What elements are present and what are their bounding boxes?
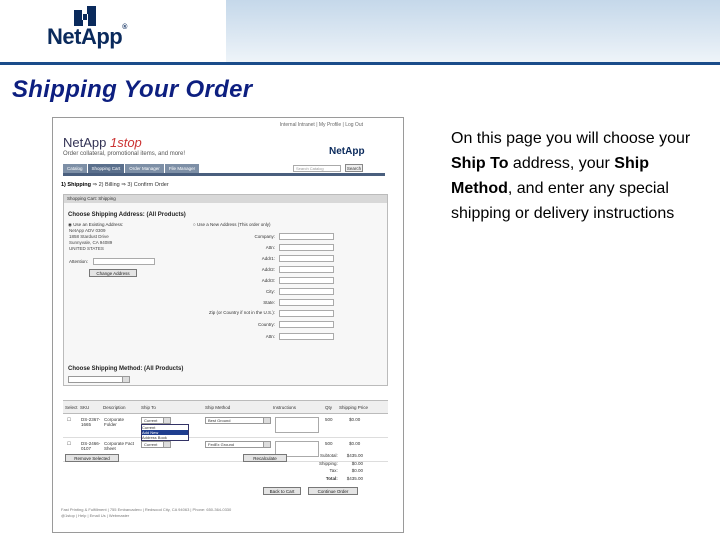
order-totals: Subtotal: $435.00 Shipping: $0.00 Tax: $0.00 Total: $435.00	[318, 453, 363, 481]
choose-address-title: Choose Shipping Address: (All Products)	[68, 212, 186, 218]
logo-area	[0, 0, 226, 62]
choose-method-title: Choose Shipping Method: (All Products)	[68, 366, 184, 372]
ship-to-select[interactable]: Current	[141, 417, 171, 424]
field-label: Company:	[254, 234, 275, 239]
slide-description: On this page you will choose your Ship To address, your Ship Method, and enter any special shipping or delivery instructions	[451, 130, 691, 222]
attn2-input[interactable]	[279, 333, 334, 340]
change-address-button[interactable]: Change Address	[89, 269, 137, 277]
recalculate-button[interactable]: Recalculate	[243, 454, 287, 462]
existing-address-radio[interactable]: ◉ Use an Existing Address:	[68, 222, 124, 227]
state-input[interactable]	[279, 299, 334, 306]
field-label: Zip (or Country if not in the U.S.):	[208, 310, 275, 315]
tab-catalog[interactable]: Catalog	[63, 164, 87, 173]
utility-links[interactable]: Internal Intranet | My Profile | Log Out	[279, 122, 363, 128]
instructions-input[interactable]	[275, 417, 319, 433]
city-input[interactable]	[279, 288, 334, 295]
field-label: Addr2:	[261, 267, 275, 272]
attention-label: Attention:	[69, 259, 89, 264]
field-label: State:	[263, 300, 275, 305]
panel-header: Shopping Cart: Shipping	[64, 195, 387, 203]
embedded-screenshot	[52, 117, 404, 533]
remove-selected-button[interactable]: Remove Selected	[65, 454, 119, 462]
row-checkbox[interactable]: ☐	[67, 417, 72, 422]
country-input[interactable]	[279, 321, 334, 328]
ship-to-select[interactable]: Current	[141, 441, 171, 448]
table-row: ☐ DS-2367-1665 Corporate Folder Current Best Ground 500 $0.00	[63, 414, 388, 438]
grid-header: Select SKU Description Ship To Ship Method Instructions Qty Shipping Price	[63, 400, 388, 414]
field-label: Addr3:	[261, 278, 275, 283]
ship-method-select[interactable]: FedEx Ground	[205, 441, 271, 448]
app-logo: NetApp 1stop	[63, 135, 142, 150]
table-row: ☐ DS-2466-0107 Corporate Fact Sheet Current FedEx Ground 500 $0.00	[63, 438, 388, 462]
addr3-input[interactable]	[279, 277, 334, 284]
header-band	[226, 0, 720, 62]
slide-header	[0, 0, 720, 66]
company-input[interactable]	[279, 233, 334, 240]
back-to-cart-button[interactable]: Back to Cart	[263, 487, 301, 495]
ship-method-select[interactable]: Best Ground	[205, 417, 271, 424]
field-label: Attn:	[265, 334, 275, 339]
zip-input[interactable]	[279, 310, 334, 317]
nav-bar	[63, 173, 385, 176]
new-address-radio[interactable]: ○ Use a New Address (This order only)	[193, 222, 271, 227]
method-select[interactable]	[68, 376, 130, 383]
dropdown-option[interactable]: Address Book	[142, 435, 167, 440]
nav-tabs	[63, 164, 199, 173]
tab-file-manager[interactable]: File Manager	[165, 164, 199, 173]
tab-shopping-cart[interactable]: Shopping Cart	[88, 164, 125, 173]
dropdown-option[interactable]: Add New	[142, 430, 188, 435]
search-button[interactable]: Search	[346, 166, 362, 171]
attn-input[interactable]	[279, 244, 334, 251]
ship-to-dropdown[interactable]	[141, 424, 189, 441]
row-checkbox[interactable]: ☐	[67, 441, 72, 446]
page-footer: Fast Printing & Fulfillment | 755 Embarcadero | Redwood City, CA 94063 | Phone: 650-364-0330 @1stop | Help | Email Us | Webmaster	[61, 507, 232, 518]
netapp-logo: NetApp®	[47, 24, 127, 49]
header-divider	[0, 62, 720, 65]
continue-order-button[interactable]: Continue Order	[308, 487, 358, 495]
attention-input[interactable]	[93, 258, 155, 265]
existing-address: NetApp ADV 0309 1858 Stardust Drive Sunnyvale, CA 94089 UNITED STATES	[69, 228, 113, 251]
field-label: Addr1:	[261, 256, 275, 261]
slide-title: Shipping Your Order	[12, 76, 253, 103]
addr1-input[interactable]	[279, 255, 334, 262]
field-label: City:	[266, 289, 275, 294]
tab-order-manager[interactable]: Order Manager	[125, 164, 164, 173]
mini-netapp-logo: NetApp	[329, 146, 365, 157]
dropdown-option[interactable]: Current	[142, 425, 156, 430]
search-input[interactable]: Search Catalog	[293, 165, 341, 172]
checkout-steps: 1) Shipping ⇒ 2) Billing ⇒ 3) Confirm Order	[61, 182, 169, 188]
app-tagline: Order collateral, promotional items, and more!	[63, 151, 186, 157]
addr2-input[interactable]	[279, 266, 334, 273]
field-label: Attn:	[265, 245, 275, 250]
field-label: Country:	[257, 322, 275, 327]
